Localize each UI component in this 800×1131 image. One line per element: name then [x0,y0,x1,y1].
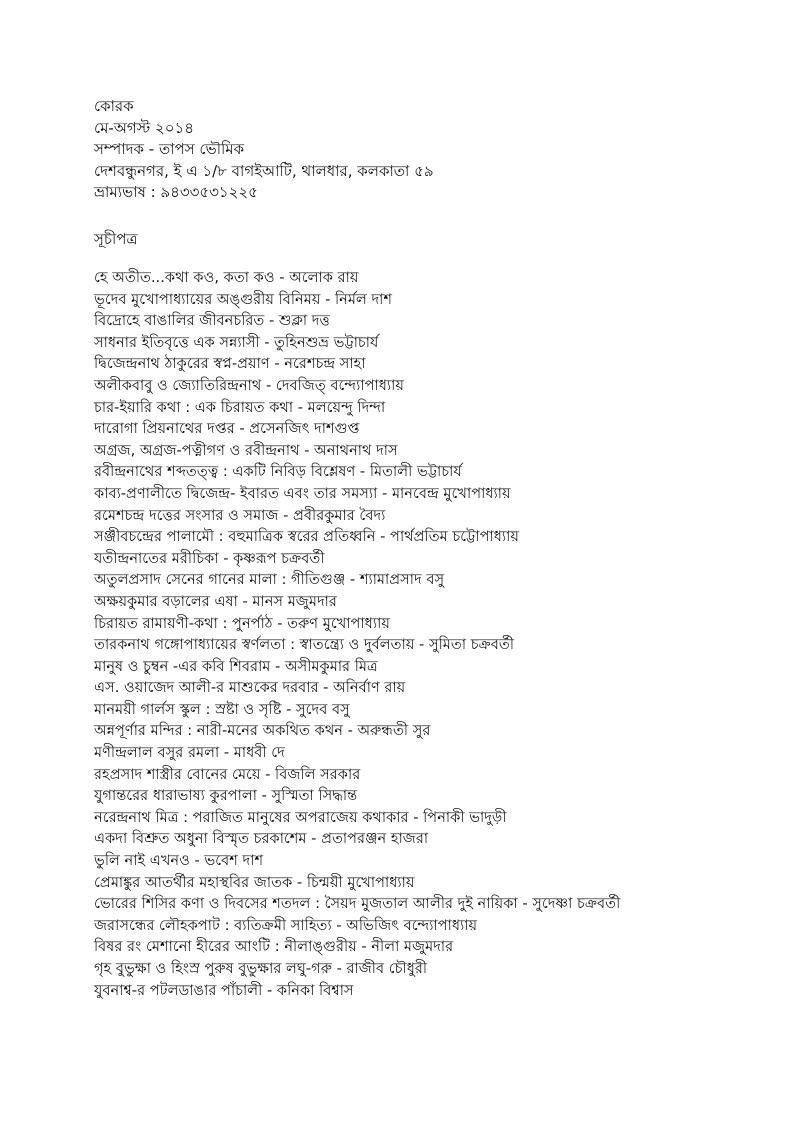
toc-entry: জরাসন্ধের লৌহকপাট : ব্যতিক্রমী সাহিত্য - অভিজিৎ বন্দ্যোপাধ্যায় [94,916,478,934]
magazine-header [94,96,434,204]
toc-entry: গৃহ বুভুক্ষা ও হিংস্র পুরুষ বুভুক্ষার লঘু-গরু - রাজীব চৌধুরী [94,960,428,977]
toc-entry: চিরায়ত রামায়ণী-কথা : পুনর্পাঠ - তরুণ মুখোপাধ্যায় [94,614,390,632]
toc-entry: অলীকবাবু ও জ্যোতিরিন্দ্রনাথ - দেবজিত্‌ বন্দ্যোপাধ্যায় [94,376,404,394]
toc-entry: প্রেমাঙ্কুর আতর্থীর মহাস্থবির জাতক - চিন্ময়ী মুখোপাধ্যায় [94,873,415,891]
toc-entry: বিদ্রোহে বাঙালির জীবনচরিত - শুক্লা দত্ত [94,312,330,330]
toc-entry: রহপ্রসাদ শাস্ত্রীর বোনের মেয়ে - বিজলি সরকার [94,765,361,783]
toc-entry: একদা বিশ্রুত অধুনা বিস্মৃত চরকাশেম - প্রতাপরঞ্জন হাজরা [94,830,429,848]
phone-line: ভ্রাম্যভাষ : ৯৪৩৩৫৩১২২৫ [94,183,258,201]
toc-entry: অতুলপ্রসাদ সেনের গানের মালা : গীতিগুঞ্জ - শ্যামাপ্রসাদ বসু [94,571,445,589]
toc-entry: সাধনার ইতিবৃত্তে এক সন্ন্যাসী - তুহিনশুভ্র ভট্টাচার্য [94,333,379,351]
address-line: দেশবন্ধুনগর, ই এ ১/৮ বাগইআটি, থালধার, কলকাতা ৫৯ [94,161,434,180]
toc-entry: দারোগা প্রিয়নাথের দপ্তর - প্রসেনজিৎ দাশগুপ্ত [94,420,360,438]
table-of-contents [94,267,620,1001]
toc-entry: দ্বিজেন্দ্রনাথ ঠাকুরের স্বপ্ন-প্রয়াণ - নরেশচন্দ্র সাহা [94,355,366,373]
toc-entry: ভোরের শিসির কণা ও দিবসের শতদল : সৈয়দ মুজতাল আলীর দুই নায়িকা - সুদেষ্ণা চক্রবর্তী [94,895,621,913]
toc-entry: তারকনাথ গঙ্গোপাধ্যায়ের স্বর্ণলতা : স্বাতন্ত্র্যে ও দুর্বলতায় - সুমিতা চক্রবর্তী [94,636,515,654]
toc-entry: কাব্য-প্রণালীতে দ্বিজেন্দ্র- ইবারত এবং তার সমস্যা - মানবেন্দ্র মুখোপাধ্যায় [94,484,511,502]
toc-entry: ভুলি নাই এখনও - ভবেশ দাশ [94,852,264,870]
toc-entry: রবীন্দ্রনাথের শব্দতত্ত্ব : একটি নিবিড় বিশ্লেষণ - মিতালী ভট্টাচার্য [94,463,462,481]
toc-heading: সূচীপত্র [94,230,138,248]
toc-entry: চার-ইয়ারি কথা : এক চিরায়ত কথা - মলয়েন্দু দিন্দা [94,398,386,416]
toc-entry: যতীন্দ্রনাতের মরীচিকা - কৃষ্ণরূপ চক্রবর্তী [94,549,325,567]
toc-entry: নরেন্দ্রনাথ মিত্র : পরাজিত মানুষের অপরাজেয় কথাকার - পিনাকী ভাদুড়ী [94,808,507,826]
toc-entry: যুগান্তরের ধারাভাষ্য কুরপালা - সুস্মিতা সিদ্ধান্ত [94,787,358,805]
toc-entry: অক্ষয়কুমার বড়ালের এষা - মানস মজুমদার [94,592,337,610]
toc-entry: অন্নপূর্ণার মন্দির : নারী-মনের অকথিত কথন - অরুন্ধতী সুর [94,722,431,740]
toc-entry: মানময়ী গার্লস স্কুল : স্রষ্টা ও সৃষ্টি - সুদেব বসু [94,700,350,718]
toc-entry: এস. ওয়াজেদ আলী-র মাশুকের দরবার - অনির্বাণ রায় [94,679,406,697]
issue-date: মে-অগস্ট ২০১৪ [94,118,195,137]
toc-entry: যুবনাশ্ব-র পটলডাঙার পাঁচালী - কনিকা বিশ্বাস [94,981,354,999]
toc-entry: রমেশচন্দ্র দত্তের সংসার ও সমাজ - প্রবীরকুমার বৈদ্য [94,506,386,524]
editor-line: সম্পাদক - তাপস ভৌমিক [94,140,245,158]
toc-entry: সঞ্জীবচন্দ্রের পালামৌ : বহুমাত্রিক স্বরের প্রতিধ্বনি - পার্থপ্রতিম চট্টোপাধ্যায় [94,528,519,546]
magazine-name: কোরক [94,97,134,115]
toc-entry: মণীন্দ্রলাল বসুর রমলা - মাধবী দে [94,744,285,762]
toc-entry: অগ্রজ, অগ্রজ-পত্নীগণ ও রবীন্দ্রনাথ - অনাথনাথ দাস [94,441,398,459]
toc-entry: হে অতীত...কথা কও, কতা কও - অলোক রায় [94,269,359,286]
toc-entry: ভূদেব মুখোপাধ্যায়ের অঙ্গুরীয় বিনিময় - নির্মল দাশ [94,290,393,308]
toc-entry: মানুষ ও চুম্বন -এর কবি শিবরাম - অসীমকুমার মিত্র [94,657,378,675]
toc-entry: বিষর রং মেশানো হীরের আংটি : নীলাঙ্গুরীয় - নীলা মজুমদার [94,938,454,956]
